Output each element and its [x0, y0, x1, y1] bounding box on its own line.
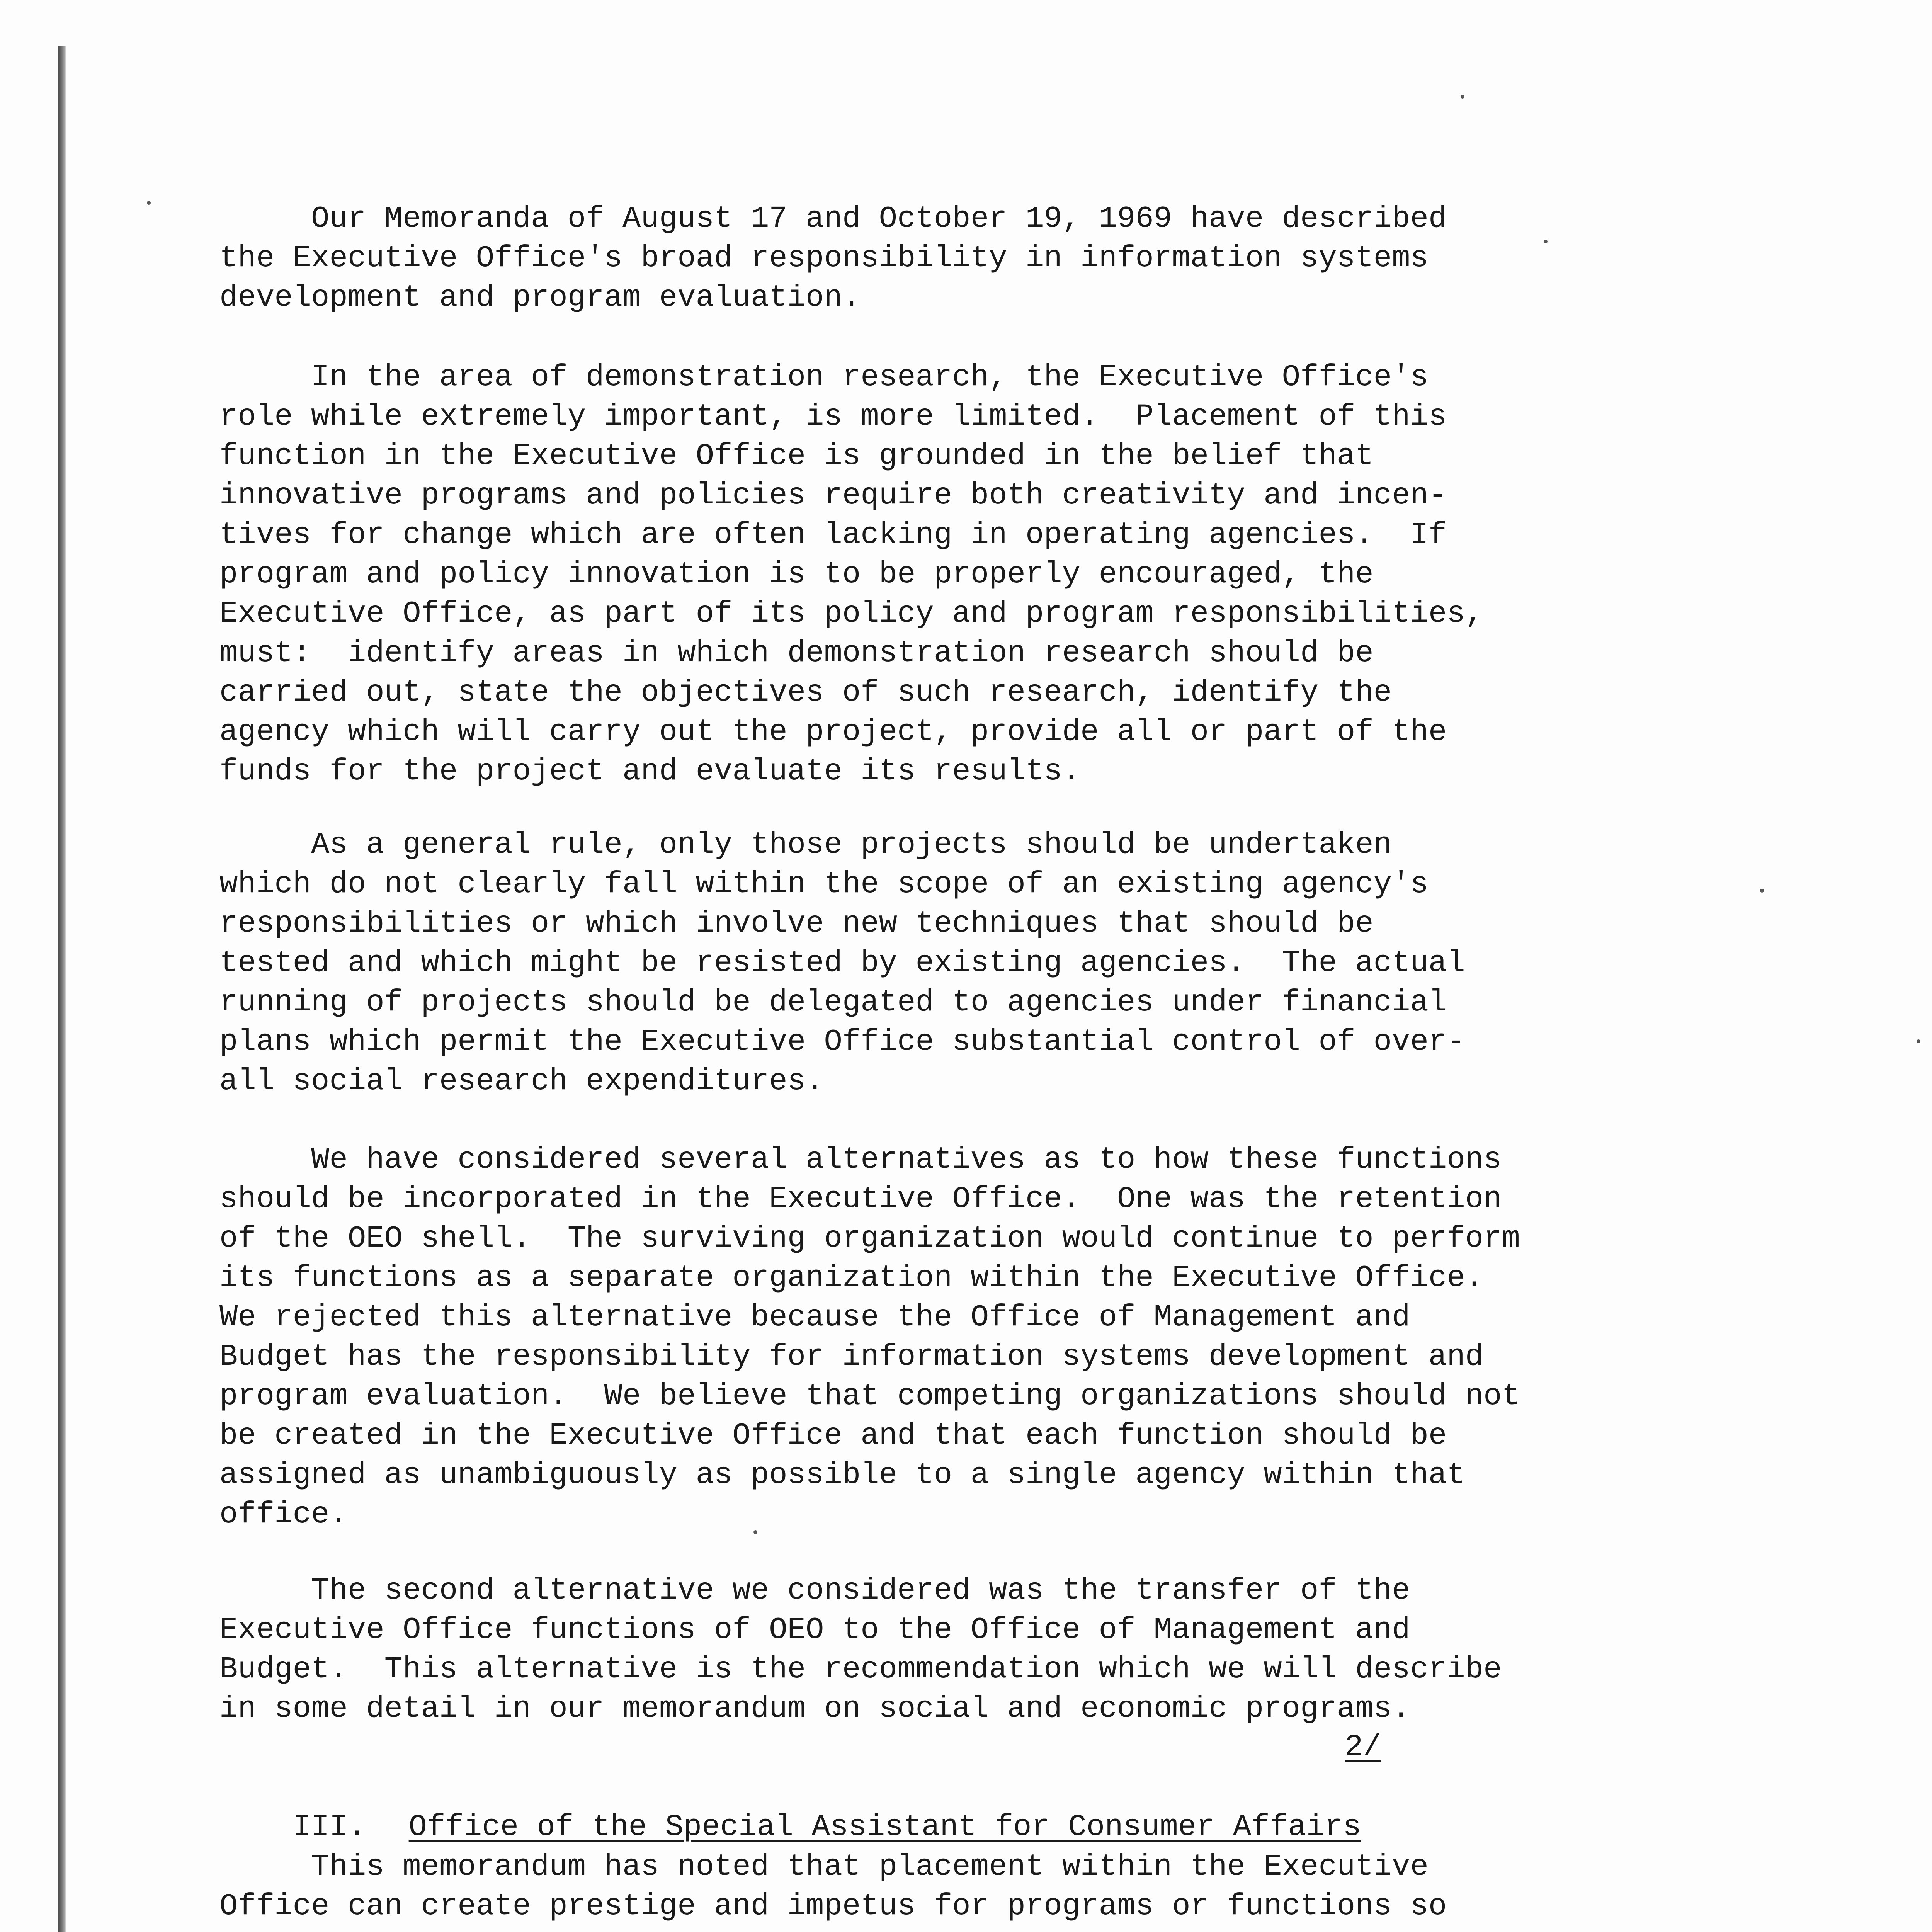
scan-speck: [1760, 889, 1764, 893]
section-title: Office of the Special Assistant for Consumer Affairs: [408, 1810, 1361, 1844]
paragraph-demonstration-research: In the area of demonstration research, the Executive Office's role while extremely important, is more limited. Placement of this function in the Executive Office is grounded in the belief that innovative programs and policies require both creativity and incen- tives for change which are often lacking in operating agencies. If program and policy innovation is to be properly encouraged, the Executive Office, as part of its policy and program responsibilities, must: identify areas in which demonstration research should be carried out, state the objectives of such research, identify the agency which will carry out the project, provide all or part of the funds for the project and evaluate its results.: [219, 360, 1484, 789]
paragraph-consumer-affairs: This memorandum has noted that placement within the Executive Office can create prestige and impetus for programs or functions so: [219, 1849, 1447, 1923]
scan-speck: [147, 201, 151, 205]
scan-speck: [1544, 240, 1548, 243]
paragraph-memoranda: Our Memoranda of August 17 and October 19, 1969 have described the Executive Office's broad responsibility in information systems development and program evaluation.: [219, 201, 1447, 315]
section-numeral: III.: [293, 1810, 366, 1844]
section-footnote-ref: 2/: [1345, 1730, 1381, 1764]
paragraph-alternatives: We have considered several alternatives as to how these functions should be incorporated in the Executive Office. One was the retention of the OEO shell. The surviving organization would continue to perform its functions as a separate organization within the Executive Office. We rejected this alternative because the Office of Management and Budget has the responsibility for information systems development and program evaluation. We believe that competing organizations should not be created in the Executive Office and that each function should be assigned as unambiguously as possible to a single agency within that office.: [219, 1142, 1520, 1532]
paragraph-second-alternative: The second alternative we considered was the transfer of the Executive Office functions of OEO to the Office of Management and Budget. This alternative is the recommendation which we will describe in some detail in our memorandum on social and economic programs.: [219, 1573, 1502, 1726]
scan-speck: [1461, 95, 1464, 99]
paragraph-general-rule: As a general rule, only those projects should be undertaken which do not clearly fall within the scope of an existing agency's responsibilities or which involve new techniques that should be tested and which might be resisted by existing agencies. The actual running of projects should be delegated to agencies under financial plans which permit the Executive Office substantial control of over- all social research expenditures.: [219, 827, 1465, 1099]
scan-speck: [1917, 1039, 1920, 1043]
scan-speck: [753, 1530, 757, 1534]
scan-binding-edge: [58, 46, 66, 1932]
